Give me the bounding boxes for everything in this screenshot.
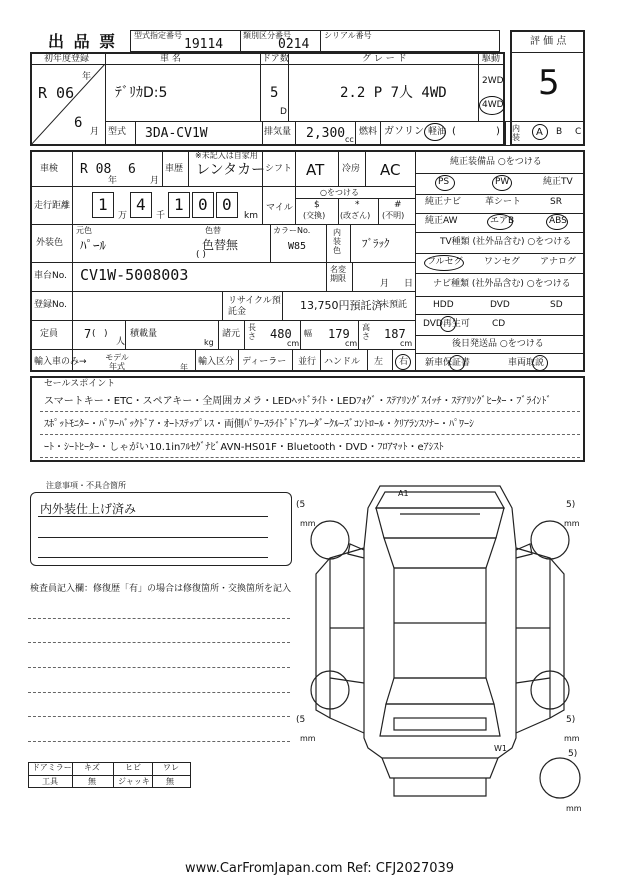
car-diagram xyxy=(290,478,590,818)
shift-value: AT xyxy=(306,161,325,179)
damage-mark-a1: A1 xyxy=(398,489,409,498)
first-reg-label: 初年度登録 xyxy=(44,54,90,64)
model-type-label: 型式 xyxy=(108,127,127,137)
mileage-digit: 4 xyxy=(136,195,146,214)
vin-label: 車台No. xyxy=(34,271,67,281)
displacement-value: 2,300 xyxy=(306,126,346,141)
height-value: 187 xyxy=(384,327,406,341)
first-reg-month: 6 xyxy=(74,115,83,131)
grade-value: 2.2 P 7人 4WD xyxy=(340,85,447,101)
history-value: レンタカー xyxy=(196,162,266,178)
score-label: 評 価 点 xyxy=(530,36,567,47)
car-name-value: ﾃﾞﾘｶD:5 xyxy=(115,85,168,101)
model-spec-value: 19114 xyxy=(184,37,224,52)
genuine-label: 純正装備品 ○をつける xyxy=(450,157,542,167)
tread-front-right: 5) xyxy=(566,500,576,510)
tv-fullseg: フルセグ xyxy=(427,257,463,267)
sheet-title: 出 品 票 xyxy=(48,32,118,51)
equip-airbag: エアB xyxy=(490,216,515,226)
fuel-diesel-mark xyxy=(424,123,446,141)
interior-color-value: ﾌﾞﾗｯｸ xyxy=(362,237,390,250)
color-change-value: 色替無 xyxy=(202,238,239,252)
model-type-value: 3DA-CV1W xyxy=(145,126,208,141)
shift-label: シフト xyxy=(265,164,293,174)
aircon-value: AC xyxy=(380,161,401,179)
width-value: 179 xyxy=(328,327,350,341)
color-no-value: W85 xyxy=(288,241,307,252)
serial-label: シリアル番号 xyxy=(324,31,372,40)
import-type-label: 輸入区分 xyxy=(198,357,235,367)
drive-4wd-mark xyxy=(479,96,505,115)
shaken-label: 車検 xyxy=(40,164,59,174)
length-value: 480 xyxy=(270,327,292,341)
mileage-digit: 0 xyxy=(198,195,208,214)
model-spec-label: 型式指定番号 xyxy=(134,31,182,40)
shaken-month: 6 xyxy=(128,162,136,177)
interior-a: A xyxy=(536,127,543,138)
fuel-label: 燃料 xyxy=(359,127,378,137)
tread-front-left: (5 xyxy=(296,500,306,510)
doors-value: 5 xyxy=(270,85,279,101)
sales-line-1: スマートキー・ETC・スペアキー・全周囲カメラ・LEDﾍｯﾄﾞﾗｲﾄ・LEDﾌｫｸﾞ・ｽﾃｱﾘﾝｸﾞｽｲｯﾁ・ｽﾃｱﾘﾝｸﾞﾋｰﾀｰ・ﾌﾞﾗｲﾝﾄﾞ xyxy=(44,396,552,407)
mile-label: マイル xyxy=(266,203,293,213)
mileage-digit: 1 xyxy=(174,195,184,214)
sales-label: セールスポイント xyxy=(44,379,116,389)
drive-2wd: 2WD xyxy=(482,76,504,86)
capacity-label: 定員 xyxy=(40,329,59,339)
doors-label: ドア数 xyxy=(262,54,289,64)
shaken-era: R 08 xyxy=(80,162,112,177)
class-label: 類別区分番号 xyxy=(243,31,291,40)
import-label: 輸入車のみ→ xyxy=(34,357,87,367)
class-value: 0214 xyxy=(278,37,310,52)
reg-no-label: 登録No. xyxy=(34,300,67,310)
notes-label: 注意事項・不具合箇所 xyxy=(46,481,126,490)
exterior-color-label: 外装色 xyxy=(36,238,64,248)
interior-label: 内装 xyxy=(512,124,520,142)
tread-rear-left: (5 xyxy=(296,715,306,725)
tread-rear-right: 5) xyxy=(566,715,576,725)
handle-right: 右 xyxy=(399,357,409,367)
color-no-label: カラーNo. xyxy=(273,226,311,235)
equip-tv: 純正TV xyxy=(543,177,573,187)
sales-line-3: ｰﾄ・ｼｰﾄﾋｰﾀｰ・しゃがい10.1inﾌﾙｾｸﾞﾅﾋﾞAVN-HS01F・Bluetooth・DVD・ﾌﾛｱﾏｯﾄ・eｱｼｽﾄ xyxy=(44,442,444,453)
handle-right-mark xyxy=(395,354,411,370)
fuel-diesel: 軽油 xyxy=(428,127,447,137)
mileage-digit: 1 xyxy=(98,195,108,214)
history-label: 車歴 xyxy=(165,164,184,174)
damage-mark-w1: W1 xyxy=(494,744,507,753)
sales-line-2: ｽﾎﾟｯﾄﾓﾆﾀｰ・ﾊﾟﾜｰﾊﾞｯｸﾄﾞｱ・ｵｰﾄｽﾃｯﾌﾟﾚｽ・両側ﾊﾟﾜｰｽﾗｲﾄﾞﾄﾞｱﾚｰﾀﾞｰｸﾙｰｽﾞｺﾝﾄﾛｰﾙ・ｸﾘｱﾗﾝｽｿﾅｰ・ﾊﾟﾜｰｼ xyxy=(44,419,474,430)
score-value: 5 xyxy=(538,63,560,103)
mileage-digit: 0 xyxy=(222,195,232,214)
watermark: www.CarFromJapan.com Ref: CFJ2027039 xyxy=(185,861,455,876)
equip-pw: PW xyxy=(495,177,510,187)
car-name-label: 車 名 xyxy=(160,54,181,64)
capacity-value: 7 xyxy=(84,327,92,341)
handle-label: ハンドル xyxy=(324,357,361,367)
recycle-unpaid: 未預託 xyxy=(380,300,408,310)
interior-a-mark xyxy=(532,124,548,140)
equip-ps: PS xyxy=(438,177,450,187)
name-change-label: 名変期限 xyxy=(330,265,346,283)
original-color-value: ﾊﾟｰﾙ xyxy=(80,239,106,254)
first-reg-era: R 06 xyxy=(38,84,75,102)
load-label: 積載量 xyxy=(130,329,158,339)
interior-color-label: 内装色 xyxy=(333,228,341,255)
drive-label: 駆動 xyxy=(482,54,501,64)
fuel-gasoline: ガソリン xyxy=(384,126,424,137)
drive-4wd: 4WD xyxy=(482,100,504,110)
inspector-label: 検査員記入欄：修復歴「有」の場合は修復箇所・交換箇所を記入 xyxy=(30,584,292,594)
aircon-label: 冷房 xyxy=(342,164,361,174)
dim-label: 諸元 xyxy=(222,329,241,339)
tread-spare: 5) xyxy=(568,749,578,759)
later-warranty: 新車保証書 xyxy=(425,358,471,368)
vin-value: CV1W-5008003 xyxy=(80,266,189,284)
grade-label: グ レ ー ド xyxy=(362,54,407,64)
recycle-label: リサイクル預託金 xyxy=(228,296,281,317)
navi-dvd-play: DVD再生可 xyxy=(423,319,470,329)
notes-value: 内外装仕上げ済み xyxy=(40,502,137,516)
equip-abs: ABS xyxy=(549,216,567,226)
later-manual: 車両取説 xyxy=(508,358,545,368)
mileage-label: 走行距離 xyxy=(34,201,71,211)
recycle-value: 13,750円預託済 xyxy=(300,299,383,312)
displacement-label: 排気量 xyxy=(264,127,292,137)
